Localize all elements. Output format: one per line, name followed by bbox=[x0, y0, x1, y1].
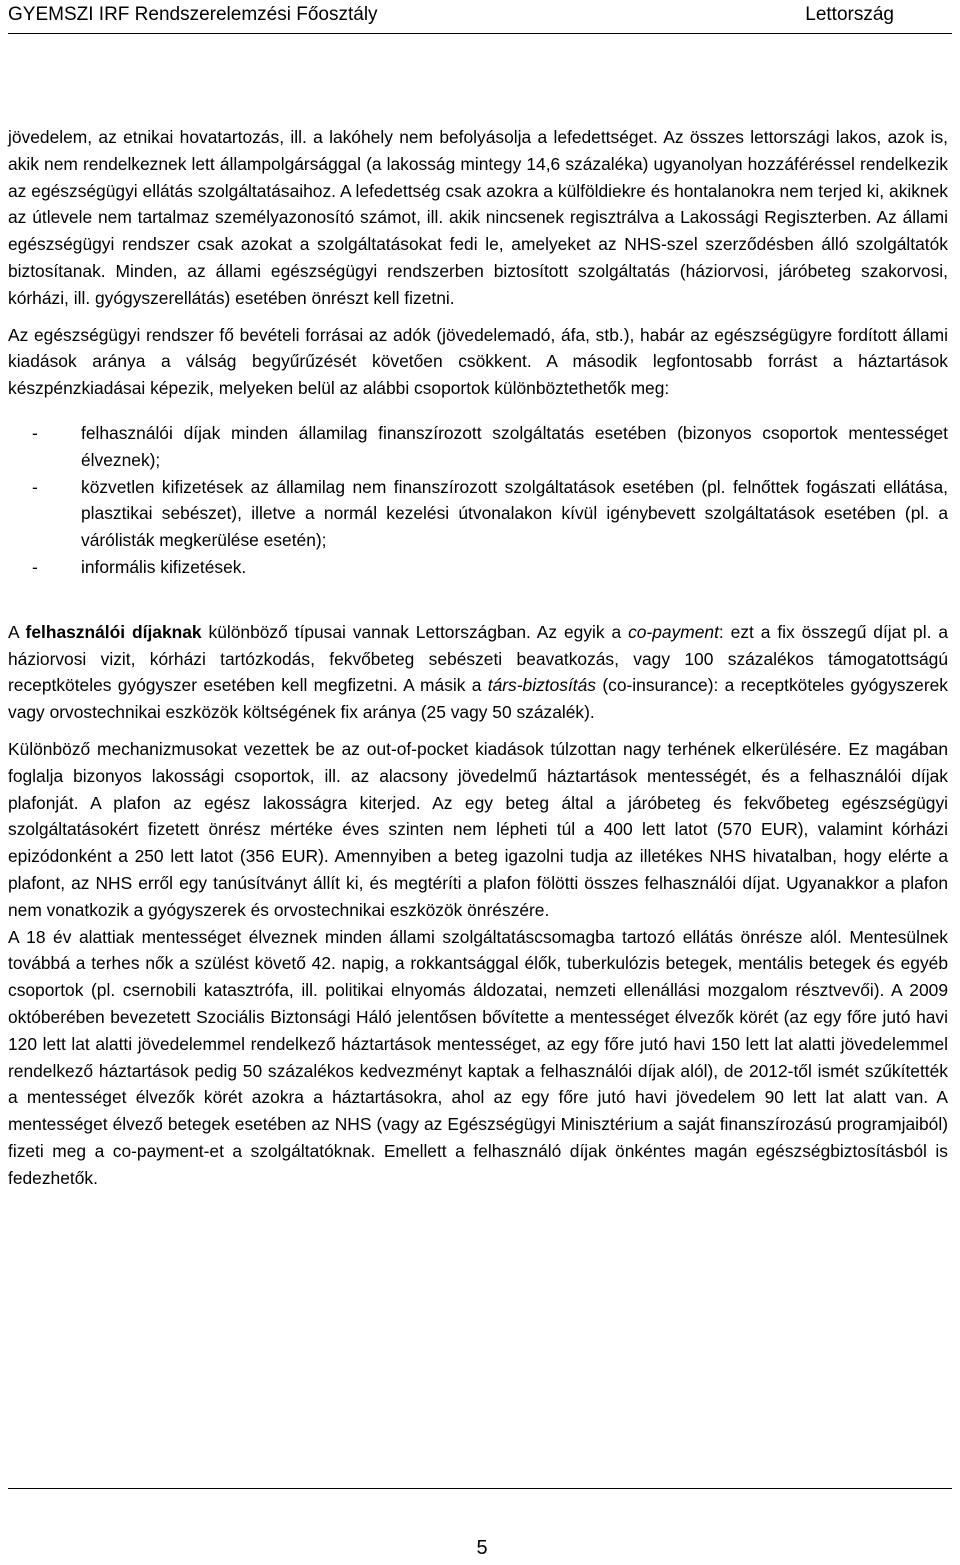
list-item: - informális kifizetések. bbox=[8, 554, 948, 581]
header-organization: GYEMSZI IRF Rendszerelemzési Főosztály bbox=[8, 4, 378, 25]
paragraph-ceiling: Különböző mechanizmusokat vezettek be az out-of-pocket kiadások túlzottan nagy terhének elkerülésére. Ez magában foglalja bizonyos lakossági csoportok, ill. az alacsony jövedelmű háztartások mentességét, és a felhasználói díjak plafonját. A plafon az egész lakosságra kiterjed. Az egy beteg által a járóbeteg és fekvőbeteg egészségügyi szolgáltatásokért fizetett önrész mértéke éves szinten nem lépheti túl a 400 lett latot (570 EUR), valamint kórházi epizódonként a 250 lett latot (356 EUR). Amennyiben a beteg igazolni tudja az illetékes NHS hivatalban, hogy elérte a plafont, az NHS erről egy tanúsítványt állít ki, és megtéríti a plafon fölötti összes felhasználói díjat. Ugyanakkor a plafon nem vonatkozik a gyógyszerek és orvostechnikai eszközök önrészére. bbox=[8, 738, 948, 920]
footer-divider bbox=[8, 1488, 952, 1489]
header-country: Lettország bbox=[805, 4, 894, 25]
list-item: - közvetlen kifizetések az államilag nem finanszírozott szolgáltatások esetében (pl. felnőttek fogászati ellátása, plasztikai sebészet), illetve a normál kezelési útvonalakon kívül igénybevett szolgáltatások esetében (pl. a várólisták megkerülése esetén); bbox=[8, 474, 948, 554]
paragraph-revenue-sources: Az egészségügyi rendszer fő bevételi forrásai az adók (jövedelemadó, áfa, stb.), habár az egészségügyre fordított állami kiadások aránya a válság begyűrűzését követően csökkent. A második legfontosabb forrást a háztartások készpénzkiadásai képezik, melyeken belül az alábbi csoportok különböztethetők meg: bbox=[8, 324, 948, 399]
paragraph-exemptions: A 18 év alattiak mentességet élveznek minden állami szolgáltatáscsomagba tartozó ellátás önrésze alól. Mentesülnek továbbá a terhes nők a szülést követő 42. napig, a rokkantsággal élők, tuberkulózis betegek, mentális betegek és egyéb csoportok (pl. csernobili katasztrófa, ill. politikai elnyomás áldozatai, nemzeti ellenállási mozgalom résztvevői). A 2009 októberében bevezetett Szociális Biztonsági Háló jelentősen bővítette a mentességet élvezők körét (az egy főre jutó havi 120 lett lat alatti jövedelemmel rendelkező háztartások mentességet, az egy főre jutó havi 150 lett lat alatti jövedelemmel rendelkező háztartások pedig 50 százalékos kedvezményt kaptak a felhasználói díjak alól), de 2012-től ismét szűkítették a mentességet élvezők körét azokra a háztartásokra, ahol az egy főre jutó havi jövedelem 90 lett lat alatt van. A mentességet élvező betegek esetében az NHS (vagy az Egészségügyi Minisztérium a saját finanszírozású programjaiból) fizeti meg a co-payment-et a szolgáltatóknak. Emellett a felhasználó díjak önkéntes magán egészségbiztosításból is fedezhetők. bbox=[8, 926, 948, 1188]
document-body bbox=[8, 124, 948, 1191]
dash-bullet: - bbox=[32, 422, 38, 443]
bold-term: felhasználói díjaknak bbox=[25, 621, 202, 642]
paragraph-coverage: jövedelem, az etnikai hovatartozás, ill. a lakóhely nem befolyásolja a lefedettséget. Az összes lettországi lakos, azok is, akik nem rendelkeznek lett állampolgársággal (a lakosság mintegy 14,6 százaléka) ugyanolyan hozzáféréssel rendelkezik az egészségügyi ellátás szolgáltatásaihoz. A lefedettség csak azokra a külföldiekre és hontalanokra nem terjed ki, akiknek az útlevele nem tartalmaz személyazonosító számot, ill. akik nincsenek regisztrálva a Lakossági Regiszterben. Az állami egészségügyi rendszer csak azokat a szolgáltatásokat fedi le, amelyeket az NHS-szel szerződésben álló szolgáltatók biztosítanak. Minden, az állami egészségügyi rendszerben biztosított szolgáltatás (háziorvosi, járóbeteg szakorvosi, kórházi, ill. gyógyszerellátás) esetében önrészt kell fizetni. bbox=[8, 127, 948, 308]
list-item: - felhasználói díjak minden államilag finanszírozott szolgáltatás esetében (bizonyos csoportok mentességet élveznek); bbox=[8, 420, 948, 474]
page-number: 5 bbox=[476, 1537, 488, 1559]
italic-term: co-payment bbox=[628, 621, 719, 642]
dash-bullet: - bbox=[32, 556, 38, 577]
paragraph-user-fees: A felhasználói díjaknak különböző típusai vannak Lettországban. Az egyik a co-payment: ezt a fix összegű díjat pl. a háziorvosi vizit, kórházi tartózkodás, fekvőbeteg sebészeti beavatkozás, vagy 100 százalékos támogatottságú receptköteles gyógyszer esetében kell megfizetni. A másik a társ-biztosítás (co-insurance): a receptköteles gyógyszerek vagy orvostechnikai eszközök költségének fix aránya (25 vagy 50 százalék). bbox=[8, 621, 949, 723]
out-of-pocket-list bbox=[8, 420, 948, 581]
dash-bullet: - bbox=[32, 476, 38, 497]
page-header bbox=[8, 0, 952, 34]
italic-term: társ-biztosítás bbox=[487, 675, 597, 696]
